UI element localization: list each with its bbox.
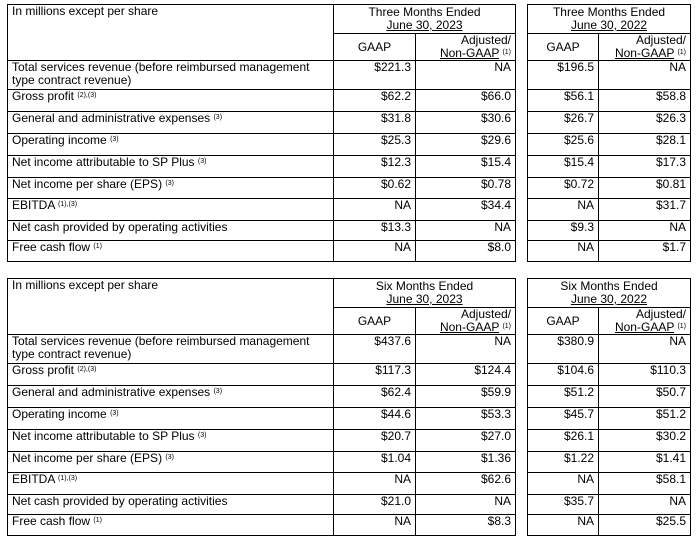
row-label-footnote: (3) (197, 432, 207, 439)
row-label-footnote: (3) (165, 180, 174, 187)
adjusted-line2: Non-GAAP (614, 320, 675, 334)
adjusted-cell: $17.3 (599, 156, 691, 178)
table-row (528, 241, 691, 262)
period-line2: June 30, 2023 (386, 292, 463, 306)
adjusted-cell: NA (416, 335, 516, 364)
table-row (8, 90, 516, 112)
row-label-footnote: (1),(3) (58, 475, 78, 482)
gaap-cell: $9.3 (528, 221, 599, 241)
row-label-text: Total services revenue (before reimbursed management type contract revenue) (12, 334, 310, 361)
gaap-cell: $196.5 (528, 61, 599, 90)
row-label-text: Net income per share (EPS) (12, 451, 163, 465)
period-line2: June 30, 2023 (386, 18, 463, 32)
table-row (8, 221, 516, 241)
period-line1: Three Months Ended (552, 5, 666, 19)
table-row (8, 241, 516, 262)
gaap-cell: NA (528, 473, 599, 495)
table-row (8, 408, 516, 430)
row-label (8, 515, 334, 536)
table-row (8, 112, 516, 134)
adjusted-cell: $110.3 (599, 364, 691, 386)
gaap-cell: NA (334, 199, 416, 221)
gaap-cell: $35.7 (528, 495, 599, 515)
adjusted-cell: $8.0 (416, 241, 516, 262)
adjusted-cell: $8.3 (416, 515, 516, 536)
gaap-cell: $117.3 (334, 364, 416, 386)
gaap-col-header: GAAP (334, 34, 416, 61)
adjusted-cell: $59.9 (416, 386, 516, 408)
table-row (528, 134, 691, 156)
row-label (8, 199, 334, 221)
gaap-cell: NA (334, 473, 416, 495)
table-row (528, 335, 691, 364)
gaap-cell: $31.8 (334, 112, 416, 134)
adjusted-line1: Adjusted/ (635, 307, 687, 321)
row-label (8, 335, 334, 364)
table-row (8, 178, 516, 199)
table-row (528, 515, 691, 536)
adjusted-line1: Adjusted/ (635, 33, 687, 47)
adjusted-cell: $29.6 (416, 134, 516, 156)
row-label (8, 473, 334, 495)
row-label-footnote: (3) (213, 114, 223, 121)
row-label-text: Net cash provided by operating activities (12, 220, 228, 234)
row-label-text: EBITDA (12, 198, 55, 212)
adjusted-cell: $51.2 (599, 408, 691, 430)
adjusted-cell: $1.7 (599, 241, 691, 262)
adjusted-cell: NA (599, 221, 691, 241)
gaap-col-header: GAAP (528, 34, 599, 61)
adjusted-cell: $26.3 (599, 112, 691, 134)
adjusted-cell: $27.0 (416, 430, 516, 452)
gaap-col-header: GAAP (334, 308, 416, 335)
row-label-text: Net income attributable to SP Plus (12, 429, 195, 443)
gaap-cell: $56.1 (528, 90, 599, 112)
row-label-text: Operating income (12, 407, 107, 421)
period-line2: June 30, 2022 (570, 292, 648, 306)
three-months-2023-table (7, 4, 516, 262)
table-row (8, 452, 516, 473)
adjusted-col-header (599, 34, 691, 61)
row-label-footnote: (2),(3) (77, 92, 97, 99)
gaap-cell: $15.4 (528, 156, 599, 178)
gaap-cell: NA (528, 199, 599, 221)
adjusted-line2: Non-GAAP (439, 320, 500, 334)
adjusted-cell: $1.36 (416, 452, 516, 473)
table-row (8, 156, 516, 178)
row-label-text: Total services revenue (before reimbursed management type contract revenue) (12, 60, 310, 87)
row-label-text: Gross profit (12, 89, 75, 103)
gaap-cell: NA (334, 515, 416, 536)
adjusted-cell: NA (416, 495, 516, 515)
period-header (528, 279, 691, 308)
table-row (528, 199, 691, 221)
adjusted-cell: $124.4 (416, 364, 516, 386)
row-label-footnote: (2),(3) (77, 366, 97, 373)
adjusted-footnote: (1) (502, 323, 512, 330)
row-label-footnote: (3) (165, 454, 174, 461)
adjusted-cell: NA (599, 335, 691, 364)
adjusted-cell: $0.78 (416, 178, 516, 199)
adjusted-cell: $50.7 (599, 386, 691, 408)
adjusted-line1: Adjusted/ (460, 33, 512, 47)
adjusted-line2: Non-GAAP (614, 46, 675, 60)
gaap-cell: $1.04 (334, 452, 416, 473)
row-label-text: Free cash flow (12, 514, 91, 528)
gaap-cell: $26.7 (528, 112, 599, 134)
table-row (8, 199, 516, 221)
row-label (8, 61, 334, 90)
row-label (8, 408, 334, 430)
row-label (8, 386, 334, 408)
row-label (8, 430, 334, 452)
gaap-cell: $20.7 (334, 430, 416, 452)
row-label (8, 178, 334, 199)
row-label (8, 452, 334, 473)
table-row (8, 515, 516, 536)
row-label (8, 241, 334, 262)
label-header: In millions except per share (8, 279, 334, 335)
adjusted-cell: $30.6 (416, 112, 516, 134)
adjusted-cell: $66.0 (416, 90, 516, 112)
table-row (528, 221, 691, 241)
gaap-cell: $51.2 (528, 386, 599, 408)
adjusted-cell: NA (599, 61, 691, 90)
period-header (334, 279, 516, 308)
table-body (528, 61, 691, 262)
adjusted-cell: $34.4 (416, 199, 516, 221)
table-row (528, 112, 691, 134)
adjusted-footnote: (1) (677, 323, 687, 330)
adjusted-cell: $62.6 (416, 473, 516, 495)
row-label-footnote: (3) (213, 388, 223, 395)
adjusted-cell: $58.8 (599, 90, 691, 112)
gaap-cell: $12.3 (334, 156, 416, 178)
row-label (8, 90, 334, 112)
table-row (8, 430, 516, 452)
row-label-text: Gross profit (12, 363, 75, 377)
gaap-cell: NA (334, 241, 416, 262)
row-label-text: Net income per share (EPS) (12, 177, 163, 191)
table-row (8, 495, 516, 515)
table-row (528, 386, 691, 408)
row-label (8, 156, 334, 178)
table-row (528, 90, 691, 112)
table-row (528, 364, 691, 386)
row-label (8, 364, 334, 386)
gaap-col-header: GAAP (528, 308, 599, 335)
gaap-cell: $1.22 (528, 452, 599, 473)
row-label-footnote: (3) (110, 136, 119, 143)
gaap-cell: $26.1 (528, 430, 599, 452)
gaap-cell: $25.3 (334, 134, 416, 156)
six-months-2022-table (527, 278, 691, 536)
adjusted-cell: NA (599, 495, 691, 515)
gaap-cell: $104.6 (528, 364, 599, 386)
table-row (528, 452, 691, 473)
table-row (528, 473, 691, 495)
period-header (334, 5, 516, 34)
row-label-text: Net cash provided by operating activities (12, 494, 228, 508)
adjusted-line2: Non-GAAP (439, 46, 500, 60)
six-months-2023-table (7, 278, 516, 536)
row-label (8, 112, 334, 134)
gaap-cell: $380.9 (528, 335, 599, 364)
row-label-footnote: (3) (197, 158, 207, 165)
period-line1: Six Months Ended (560, 279, 658, 293)
adjusted-cell: $31.7 (599, 199, 691, 221)
row-label-footnote: (1) (93, 517, 102, 524)
adjusted-cell: $0.81 (599, 178, 691, 199)
period-line1: Three Months Ended (368, 5, 481, 19)
adjusted-cell: $30.2 (599, 430, 691, 452)
row-label-text: General and administrative expenses (12, 111, 211, 125)
table-row (8, 386, 516, 408)
adjusted-footnote: (1) (677, 49, 687, 56)
gaap-cell: $0.72 (528, 178, 599, 199)
table-row (8, 134, 516, 156)
table-body (528, 335, 691, 536)
gaap-cell: $13.3 (334, 221, 416, 241)
table-row (8, 61, 516, 90)
table-row (528, 408, 691, 430)
gaap-cell: $62.4 (334, 386, 416, 408)
table-row (528, 61, 691, 90)
table-row (8, 364, 516, 386)
table-body (8, 335, 516, 536)
adjusted-cell: NA (416, 221, 516, 241)
three-months-2022-table (527, 4, 691, 262)
table-body (8, 61, 516, 262)
adjusted-cell: $53.3 (416, 408, 516, 430)
gaap-cell: $221.3 (334, 61, 416, 90)
table-row (8, 473, 516, 495)
label-header: In millions except per share (8, 5, 334, 61)
adjusted-cell: $15.4 (416, 156, 516, 178)
adjusted-cell: $1.41 (599, 452, 691, 473)
adjusted-cell: $25.5 (599, 515, 691, 536)
row-label (8, 495, 334, 515)
period-header (528, 5, 691, 34)
adjusted-footnote: (1) (502, 49, 512, 56)
adjusted-cell: NA (416, 61, 516, 90)
row-label-text: Free cash flow (12, 240, 91, 254)
row-label-footnote: (3) (110, 410, 119, 417)
gaap-cell: $437.6 (334, 335, 416, 364)
adjusted-col-header (599, 308, 691, 335)
row-label (8, 134, 334, 156)
row-label-text: Operating income (12, 133, 107, 147)
table-row (8, 335, 516, 364)
table-row (528, 178, 691, 199)
period-line1: Six Months Ended (375, 279, 474, 293)
row-label-text: Net income attributable to SP Plus (12, 155, 195, 169)
gaap-cell: $21.0 (334, 495, 416, 515)
adjusted-col-header (416, 34, 516, 61)
adjusted-col-header (416, 308, 516, 335)
adjusted-line1: Adjusted/ (460, 307, 512, 321)
gaap-cell: $0.62 (334, 178, 416, 199)
row-label-footnote: (1),(3) (58, 201, 78, 208)
gaap-cell: $62.2 (334, 90, 416, 112)
gaap-cell: NA (528, 515, 599, 536)
row-label (8, 221, 334, 241)
gaap-cell: NA (528, 241, 599, 262)
table-row (528, 430, 691, 452)
table-row (528, 156, 691, 178)
gaap-cell: $45.7 (528, 408, 599, 430)
gaap-cell: $44.6 (334, 408, 416, 430)
row-label-footnote: (1) (93, 243, 102, 250)
adjusted-cell: $28.1 (599, 134, 691, 156)
row-label-text: General and administrative expenses (12, 385, 211, 399)
row-label-text: EBITDA (12, 472, 55, 486)
table-row (528, 495, 691, 515)
period-line2: June 30, 2022 (570, 18, 648, 32)
gaap-cell: $25.6 (528, 134, 599, 156)
adjusted-cell: $58.1 (599, 473, 691, 495)
